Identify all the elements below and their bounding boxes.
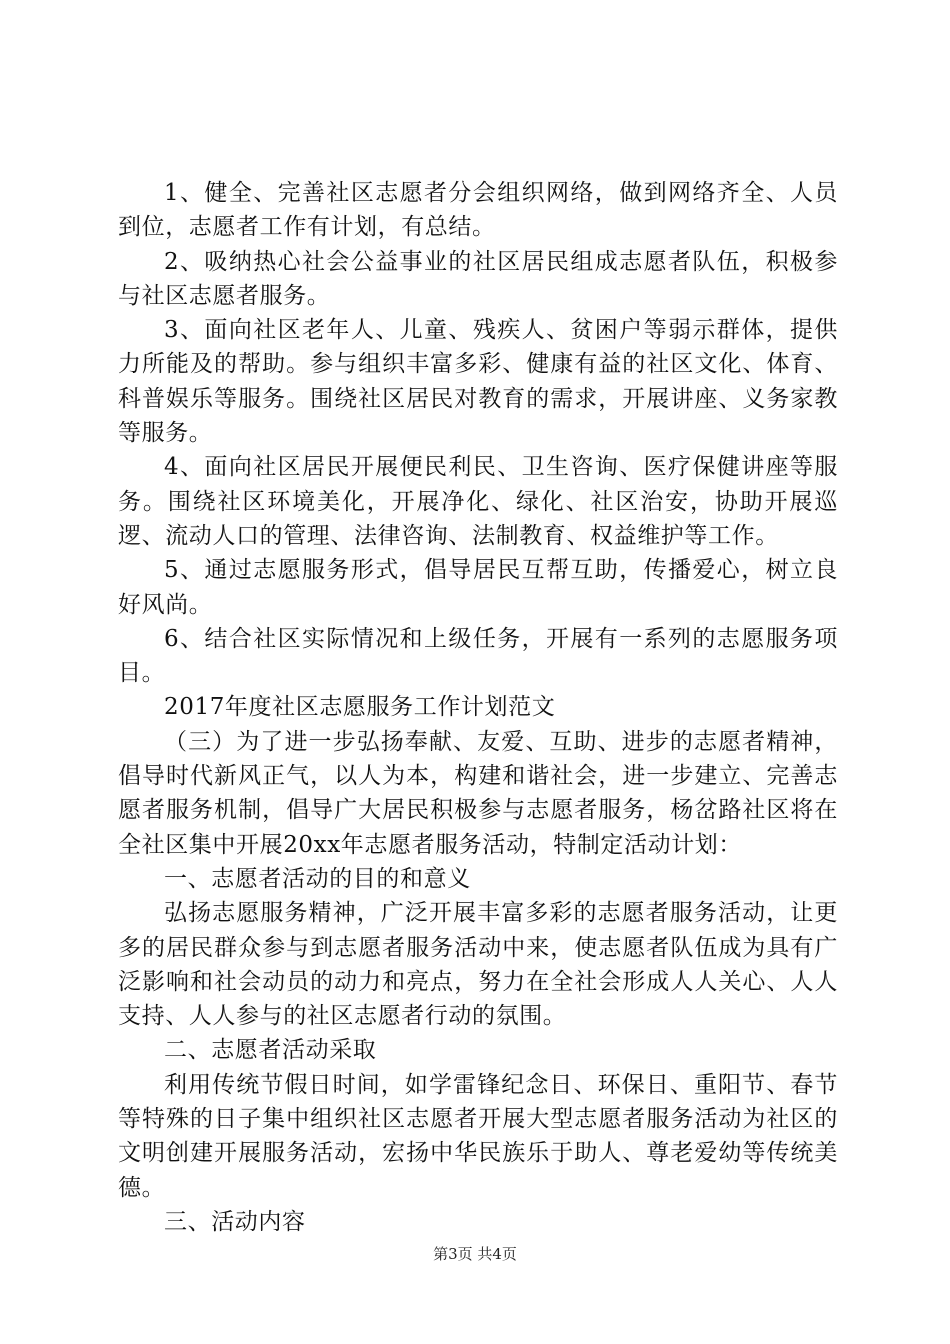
paragraph-item-4: 4、面向社区居民开展便民利民、卫生咨询、医疗保健讲座等服务。围绕社区环境美化，开展净化、绿化、社区治安，协助开展巡逻、流动人口的管理、法律咨询、法制教育、权益维护等工作。 [118,454,838,549]
section-paragraph-2: 利用传统节假日时间，如学雷锋纪念日、环保日、重阳节、春节等特殊的日子集中组织社区志愿者开展大型志愿者服务活动为社区的文明创建开展服务活动，宏扬中华民族乐于助人、尊老爱幼等传统美德。 [118,1071,838,1201]
page-footer: 第3页 共4页 [433,1245,517,1263]
document-body [118,176,838,1239]
section-heading-2: 二、志愿者活动采取 [164,1037,377,1064]
paragraph-item-6: 6、结合社区实际情况和上级任务，开展有一系列的志愿服务项目。 [118,625,838,687]
paragraph-item-2: 2、吸纳热心社会公益事业的社区居民组成志愿者队伍，积极参与社区志愿者服务。 [118,248,838,309]
section-paragraph-1: 弘扬志愿服务精神，广泛开展丰富多彩的志愿者服务活动，让更多的居民群众参与到志愿者服务活动中来，使志愿者队伍成为具有广泛影响和社会动员的动力和亮点，努力在全社会形成人人关心、人人支持、人人参与的社区志愿者行动的氛围。 [118,900,838,1030]
paragraph-item-1: 1、健全、完善社区志愿者分会组织网络，做到网络齐全、人员到位，志愿者工作有计划，有总结。 [118,180,838,241]
section-heading-3: 三、活动内容 [164,1208,306,1235]
paragraph-item-5: 5、通过志愿服务形式，倡导居民互帮互助，传播爱心，树立良好风尚。 [118,557,838,618]
paragraph-item-3: 3、面向社区老年人、儿童、残疾人、贫困户等弱示群体，提供力所能及的帮助。参与组织丰富多彩、健康有益的社区文化、体育、科普娱乐等服务。围绕社区居民对教育的需求，开展讲座、义务家教等服务。 [118,317,838,447]
section-heading-1: 一、志愿者活动的目的和意义 [164,865,471,892]
document-heading: 2017年度社区志愿服务工作计划范文 [164,694,556,721]
intro-paragraph: （三）为了进一步弘扬奉献、友爱、互助、进步的志愿者精神，倡导时代新风正气，以人为本，构建和谐社会，进一步建立、完善志愿者服务机制，倡导广大居民积极参与志愿者服务，杨岔路社区将在全社区集中开展20xx年志愿者服务活动，特制定活动计划： [118,728,838,858]
